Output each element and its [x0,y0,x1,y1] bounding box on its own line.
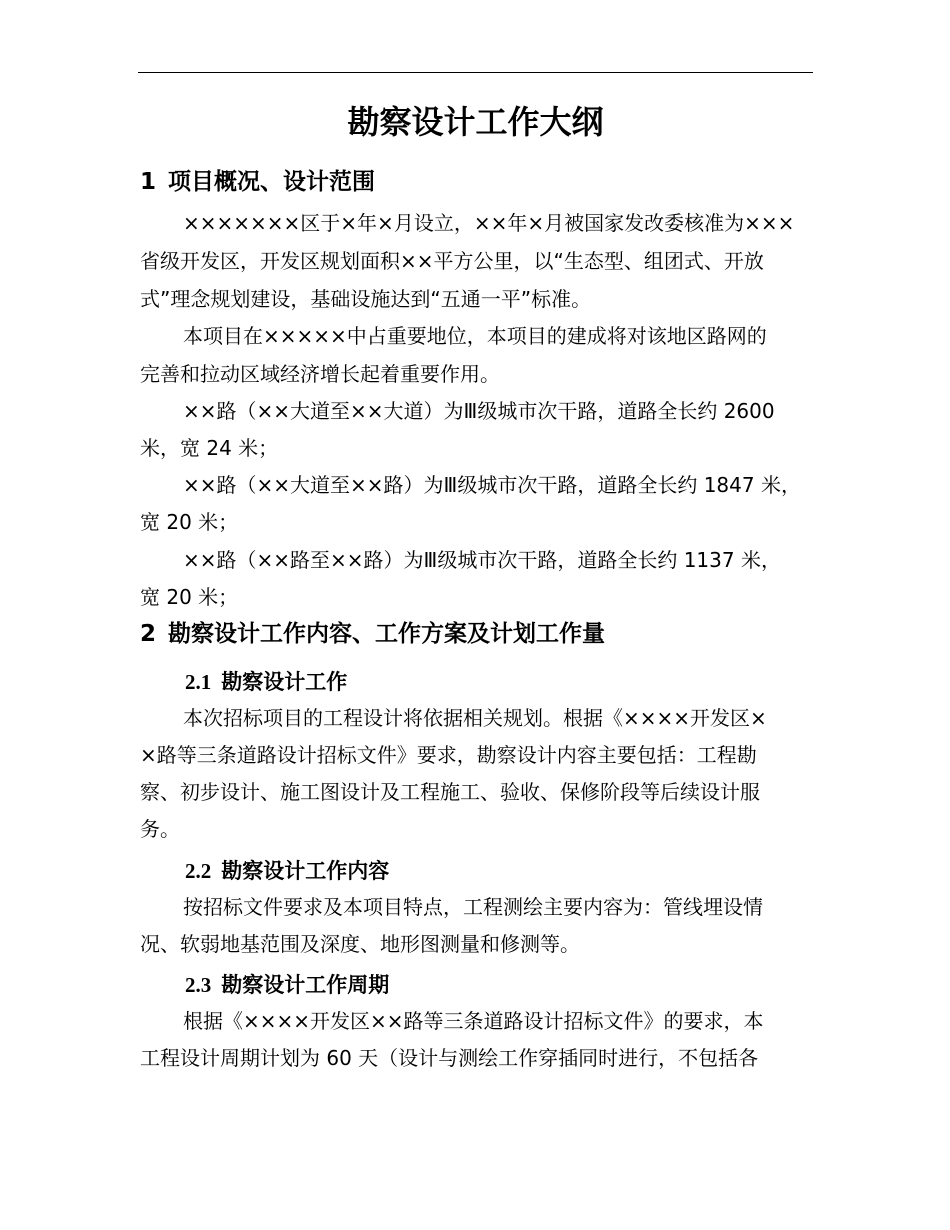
paragraph-line: 米，宽 24 米； [140,436,279,460]
subsection-2-1-heading [185,666,347,698]
section-1-heading [140,165,375,199]
paragraph-line: 宽 20 米； [140,510,239,534]
subsection-2-3-heading [185,969,389,1001]
subsection-number: 2.3 [185,973,212,997]
paragraph-line: ×××××××区于×年×月设立，××年×月被国家发改委核准为××× [183,211,795,235]
paragraph-line: 工程设计周期计划为 60 天（设计与测绘工作穿插同时进行，不包括各 [140,1046,759,1070]
subsection-title: 勘察设计工作内容 [221,859,390,883]
subsection-number: 2.1 [185,670,212,694]
section-title: 项目概况、设计范围 [168,169,376,195]
subsection-2-2-heading [185,855,389,887]
paragraph-line: 况、软弱地基范围及深度、地形图测量和修测等。 [140,932,580,956]
section-number: 1 [140,169,157,195]
header-rule [138,72,813,73]
paragraph-line: 本项目在×××××中占重要地位，本项目的建成将对该地区路网的 [183,324,767,348]
subsection-number: 2.2 [185,859,212,883]
paragraph-line: 按招标文件要求及本项目特点，工程测绘主要内容为：管线埋设情 [183,895,763,919]
section-number: 2 [140,621,157,647]
paragraph-line: ××路（××路至××路）为Ⅲ级城市次干路，道路全长约 1137 米， [183,548,781,572]
paragraph-line: 宽 20 米； [140,585,239,609]
document-title: 勘察设计工作大纲 [347,103,604,141]
paragraph-line: ×路等三条道路设计招标文件》要求，勘察设计内容主要包括：工程勘 [140,743,757,767]
paragraph-line: 根据《××××开发区××路等三条道路设计招标文件》的要求，本 [183,1009,764,1033]
paragraph-line: ××路（××大道至××路）为Ⅲ级城市次干路，道路全长约 1847 米， [183,473,801,497]
paragraph-line: 察、初步设计、施工图设计及工程施工、验收、保修阶段等后续设计服 [140,780,760,804]
paragraph-line: ××路（××大道至××大道）为Ⅲ级城市次干路，道路全长约 2600 [183,399,775,423]
paragraph-line: 省级开发区，开发区规划面积××平方公里，以“生态型、组团式、开放 [140,249,764,273]
section-2-heading [140,617,605,651]
paragraph-line: 完善和拉动区域经济增长起着重要作用。 [140,362,500,386]
section-title: 勘察设计工作内容、工作方案及计划工作量 [168,621,606,647]
paragraph-line: 务。 [140,817,180,841]
subsection-title: 勘察设计工作 [221,670,348,694]
subsection-title: 勘察设计工作周期 [221,973,390,997]
paragraph-line: 本次招标项目的工程设计将依据相关规划。根据《××××开发区× [183,706,767,730]
paragraph-line: 式”理念规划建设，基础设施达到“五通一平”标准。 [140,287,592,311]
